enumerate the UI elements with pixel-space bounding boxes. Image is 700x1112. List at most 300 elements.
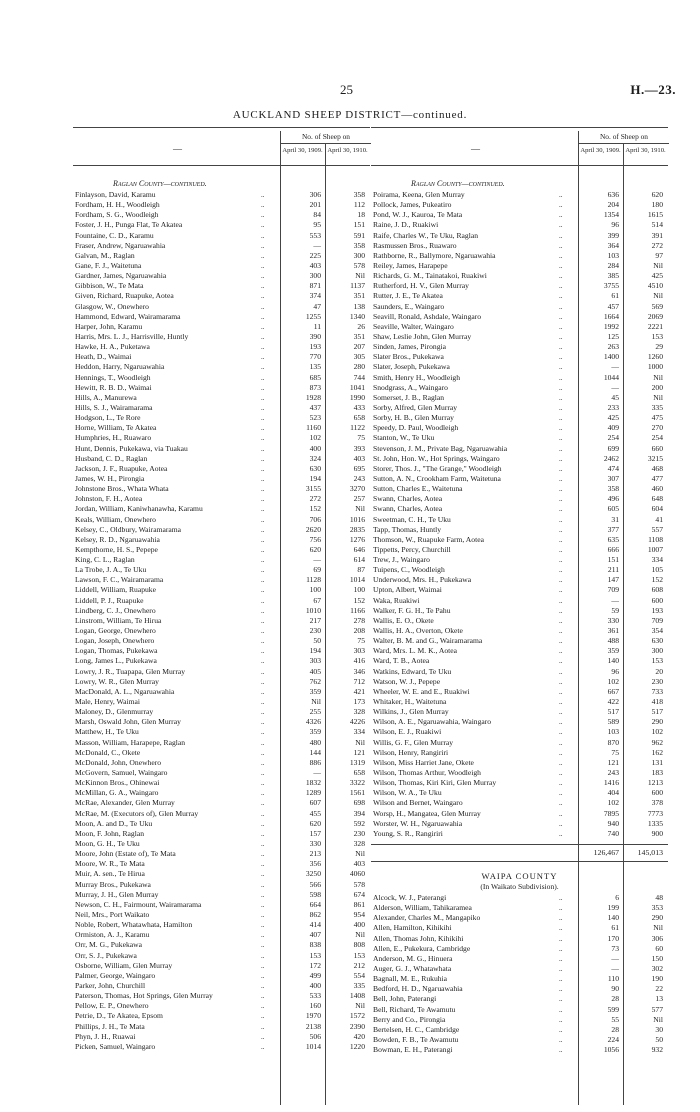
table-row <box>371 819 668 829</box>
owner-name: Auger, G. J., Whatawhata <box>373 963 452 973</box>
leader-dots: .. <box>559 985 563 994</box>
leader-dots: .. <box>559 272 563 281</box>
sheep-1910: 351 <box>353 291 365 301</box>
sheep-1909: 3250 <box>305 869 321 879</box>
leader-dots: .. <box>261 819 265 828</box>
owner-name: Foster, J. H., Punga Flat, Te Akatea <box>75 220 183 230</box>
sheep-1910: 425 <box>651 271 663 281</box>
owner-name: Moon, G. H., Te Uku <box>75 839 140 848</box>
table-row <box>371 667 668 677</box>
sheep-1909: 204 <box>607 200 619 210</box>
table-row <box>73 849 370 859</box>
sheep-1909: 488 <box>607 636 619 646</box>
owner-name: Noble, Robert, Whatawhata, Hamilton <box>75 920 193 930</box>
sheep-1909: 709 <box>607 585 619 595</box>
sheep-1909: 1416 <box>603 778 619 788</box>
table-row <box>73 869 370 879</box>
sheep-1909: 589 <box>607 717 619 727</box>
right-column-table <box>371 127 668 1055</box>
sheep-1909: 636 <box>607 190 619 199</box>
owner-name: Slater, Joseph, Pukekawa <box>373 362 450 372</box>
sheep-1909: 300 <box>309 271 321 281</box>
sheep-1910: 600 <box>651 595 663 605</box>
owner-name: Ward, Mrs. L. M. K., Aotea <box>373 646 457 656</box>
sheep-1909: 405 <box>309 666 321 676</box>
owner-name: Gane, F. J., Waitetuna <box>75 260 142 270</box>
leader-dots: .. <box>261 769 265 778</box>
leader-dots: .. <box>559 975 563 984</box>
sheep-1909: 31 <box>611 514 619 524</box>
owner-name: Orr, M. G., Pukekawa <box>75 940 142 950</box>
owner-name: Keals, William, Onewhero <box>75 514 156 524</box>
owner-name: Alcock, W. J., Paterangi <box>373 893 447 902</box>
leader-dots: .. <box>559 403 563 412</box>
sheep-1910: 698 <box>353 798 365 808</box>
table-row <box>371 261 668 271</box>
table-row <box>73 291 370 301</box>
table-row <box>371 697 668 707</box>
owner-name: Bowden, F. B., Te Awamutu <box>373 1034 459 1044</box>
sheep-1910: Nil <box>355 1001 365 1011</box>
owner-name: Richards, G. M., Tainatakoi, Ruakiwi <box>373 271 487 281</box>
leader-dots: .. <box>261 464 265 473</box>
sheep-1909: 28 <box>611 994 619 1004</box>
leader-dots: .. <box>559 809 563 818</box>
leader-dots: .. <box>261 809 265 818</box>
leader-dots: .. <box>261 444 265 453</box>
table-row <box>371 954 668 964</box>
leader-dots: .. <box>559 231 563 240</box>
sheep-1909: 102 <box>309 433 321 443</box>
sheep-1910: 190 <box>651 974 663 984</box>
leader-dots: .. <box>261 829 265 838</box>
sheep-1910: 660 <box>651 443 663 453</box>
owner-name: Watkins, Edward, Te Uku <box>373 666 452 676</box>
table-row <box>73 890 370 900</box>
leader-dots: .. <box>261 403 265 412</box>
table-row <box>371 332 668 342</box>
leader-dots: .. <box>559 995 563 1004</box>
sheep-1910: 153 <box>353 950 365 960</box>
owner-name: Young, S. R., Rangiriri <box>373 828 443 838</box>
table-row <box>371 413 668 423</box>
leader-dots: .. <box>261 474 265 483</box>
sheep-1910: 1335 <box>647 818 663 828</box>
sheep-1909: 272 <box>309 494 321 504</box>
owner-name: Bertelsen, H. C., Cambridge <box>373 1024 460 1034</box>
sheep-1910: 328 <box>353 707 365 717</box>
sheep-1910: 280 <box>353 362 365 372</box>
sheep-1910: 100 <box>353 585 365 595</box>
table-row <box>73 961 370 971</box>
sheep-1909: 1400 <box>603 352 619 362</box>
sheep-1909: 172 <box>309 960 321 970</box>
owner-name: Hodgson, L., Te Rore <box>75 413 141 423</box>
sheep-1909: 102 <box>607 676 619 686</box>
sheep-1910: 900 <box>651 828 663 838</box>
table-row <box>371 923 668 933</box>
leader-dots: .. <box>261 393 265 402</box>
sheep-1910: 709 <box>651 615 663 625</box>
owner-name: Pond, W. J., Kauroa, Te Mata <box>373 210 463 220</box>
sheep-1909: Nil <box>311 697 321 707</box>
owner-name: Hunt, Dennis, Pukekawa, via Tuakau <box>75 443 188 453</box>
table-row <box>73 281 370 291</box>
sheep-1910: 3215 <box>647 453 663 463</box>
owner-name: Hewitt, R. B. D., Waimai <box>75 382 152 392</box>
sheep-1909: — <box>313 768 321 778</box>
sheep-1909: 740 <box>607 828 619 838</box>
leader-dots: .. <box>261 718 265 727</box>
owner-name: Wilson, Thomas Arthur, Woodleigh <box>373 768 481 778</box>
owner-name: Sorby, H. B., Glen Murray <box>373 413 454 423</box>
sheep-1909: 1928 <box>305 392 321 402</box>
sheep-1909: 620 <box>309 818 321 828</box>
leader-dots: .. <box>559 576 563 585</box>
table-row <box>371 809 668 819</box>
leader-dots: .. <box>261 312 265 321</box>
leader-dots: .. <box>261 941 265 950</box>
sheep-1910: 1137 <box>350 281 365 291</box>
sheep-1910: 608 <box>651 585 663 595</box>
owner-name: Johnstone Bros., Whata Whata <box>75 484 169 494</box>
sheep-1909: 193 <box>309 342 321 352</box>
owner-name: Raife, Charles W., Te Uku, Raglan <box>373 230 478 240</box>
sheep-1909: 870 <box>607 737 619 747</box>
owner-name: Murray, J. H., Glen Murray <box>75 889 159 899</box>
leader-dots: .. <box>559 191 563 199</box>
sheep-1910: 1108 <box>648 534 663 544</box>
owner-name: Bell, John, Paterangi <box>373 994 437 1004</box>
table-row <box>371 984 668 994</box>
owner-name: Wheeler, W. E. and E., Ruakiwi <box>373 686 470 696</box>
owner-name: Wallis, E. O., Okete <box>373 615 434 625</box>
owner-name: Rutherford, H. V., Glen Murray <box>373 281 469 291</box>
owner-name: Seavill, Ronald, Ashdale, Waingaro <box>373 311 482 321</box>
sheep-1909: 598 <box>309 889 321 899</box>
sheep-1909: 3755 <box>603 281 619 291</box>
leader-dots: .. <box>261 414 265 423</box>
sheep-1910: 620 <box>651 190 663 199</box>
leader-dots: .. <box>261 302 265 311</box>
sheep-1909: 135 <box>309 362 321 372</box>
owner-name: Allen, Thomas John, Kihikihi <box>373 933 464 943</box>
sheep-1909: 414 <box>309 920 321 930</box>
owner-name: Moon, A. and D., Te Uku <box>75 818 153 828</box>
sheep-1910: 554 <box>353 970 365 980</box>
table-row <box>73 352 370 362</box>
leader-dots: .. <box>559 647 563 656</box>
owner-name: Wilson, Miss Harriet Jane, Okete <box>373 757 474 767</box>
leader-dots: .. <box>261 525 265 534</box>
sheep-1910: 150 <box>651 953 663 963</box>
table-row <box>371 383 668 393</box>
sheep-1910: 403 <box>353 453 365 463</box>
owner-name: Allen, E., Pukekura, Cambridge <box>373 943 471 953</box>
sheep-1910: 153 <box>651 656 663 666</box>
sheep-1909: 404 <box>607 788 619 798</box>
sheep-1910: 1014 <box>349 575 365 585</box>
owner-name: Male, Henry, Waimai <box>75 697 140 707</box>
sheep-1909: 170 <box>607 933 619 943</box>
sheep-1909: 121 <box>607 757 619 767</box>
table-row <box>371 433 668 443</box>
sheep-1910: 358 <box>353 190 365 199</box>
sheep-1909: 506 <box>309 1031 321 1041</box>
owner-name: Wilson, Thomas, Kiri Kiri, Glen Murray <box>373 778 497 788</box>
county-title: WAIPA COUNTY <box>481 871 558 881</box>
sheep-1909: 457 <box>607 301 619 311</box>
leader-dots: .. <box>559 1035 563 1044</box>
owner-name: Kelsey, C., Oldbury, Wairamarama <box>75 524 182 534</box>
sheep-1909: 201 <box>309 200 321 210</box>
sheep-1909: 147 <box>607 575 619 585</box>
table-row <box>73 190 370 200</box>
owner-name: Lindberg, C. J., Onewhero <box>75 605 156 615</box>
leader-dots: .. <box>261 687 265 696</box>
sheep-1910: 2390 <box>349 1021 365 1031</box>
table-row <box>371 241 668 251</box>
table-row <box>73 596 370 606</box>
owner-name: Allen, Hamilton, Kihikihi <box>373 923 452 933</box>
leader-dots: .. <box>559 718 563 727</box>
sheep-1910: 475 <box>651 413 663 423</box>
owner-name: Rutter, J. E., Te Akatea <box>373 291 443 301</box>
leader-dots: .. <box>261 191 265 199</box>
sheep-1910: 7773 <box>647 808 663 818</box>
leader-dots: .. <box>559 914 563 923</box>
leader-dots: .. <box>261 241 265 250</box>
leader-dots: .. <box>261 1042 265 1051</box>
leader-dots: .. <box>261 261 265 270</box>
table-row <box>73 717 370 727</box>
table-row <box>73 373 370 383</box>
owner-name: Osborne, William, Glen Murray <box>75 960 173 970</box>
table-row <box>371 727 668 737</box>
sheep-1909: 50 <box>313 636 321 646</box>
sheep-1909: 213 <box>309 849 321 859</box>
leader-dots: .. <box>261 251 265 260</box>
leader-dots: .. <box>261 748 265 757</box>
sheep-1909: 61 <box>611 291 619 301</box>
owner-name: Moore, John (Estate of), Te Mata <box>75 849 176 859</box>
leader-dots: .. <box>261 576 265 585</box>
header-no-of-sheep: No. of Sheep on <box>578 131 669 144</box>
sheep-1910: 2835 <box>349 524 365 534</box>
sheep-1910: 861 <box>353 899 365 909</box>
leader-dots: .. <box>559 292 563 301</box>
table-row <box>73 646 370 656</box>
owner-name: Wallis, H. A., Overton, Okete <box>373 626 463 636</box>
sheep-1909: 873 <box>309 382 321 392</box>
table-row <box>371 748 668 758</box>
table-row <box>73 940 370 950</box>
owner-name: Watson, W. J., Pepepe <box>373 676 441 686</box>
owner-name: Phillips, J. H., Te Mata <box>75 1021 145 1031</box>
header-year-1910: April 30, 1910. <box>325 144 369 165</box>
sheep-1909: 1044 <box>603 372 619 382</box>
owner-name: Petrie, D., Te Akatea, Epsom <box>75 1011 163 1021</box>
leader-dots: .. <box>261 799 265 808</box>
table-row <box>371 444 668 454</box>
sheep-1909: 3155 <box>305 484 321 494</box>
table-row <box>73 687 370 697</box>
leader-dots: .. <box>559 556 563 565</box>
sheep-1910: 646 <box>353 544 365 554</box>
leader-dots: .. <box>559 606 563 615</box>
sheep-1909: 125 <box>607 331 619 341</box>
sheep-1909: 2462 <box>603 453 619 463</box>
sheep-1909: 1014 <box>305 1041 321 1051</box>
owner-name: Masson, William, Harapepe, Raglan <box>75 737 186 747</box>
table-row <box>73 981 370 991</box>
table-row <box>73 504 370 514</box>
leader-dots: .. <box>261 880 265 889</box>
sheep-1910: 97 <box>655 250 663 260</box>
table-row <box>73 656 370 666</box>
sheep-1909: 330 <box>607 615 619 625</box>
table-row <box>371 352 668 362</box>
sheep-1910: 138 <box>353 301 365 311</box>
leader-dots: .. <box>559 687 563 696</box>
table-row <box>73 413 370 423</box>
table-row <box>73 880 370 890</box>
header-dash: — <box>173 144 182 154</box>
sheep-1910: 207 <box>353 342 365 352</box>
owner-name: Trew, J., Waingaro <box>373 555 430 565</box>
sheep-1909: 7895 <box>603 808 619 818</box>
sheep-1910: 433 <box>353 402 365 412</box>
table-row <box>73 667 370 677</box>
owner-name: Wilson, E. J., Ruakiwi <box>373 727 442 737</box>
table-row <box>73 829 370 839</box>
header-year-1910: April 30, 1910. <box>623 144 667 165</box>
table-row <box>73 271 370 281</box>
table-row <box>371 994 668 1004</box>
table-row <box>73 484 370 494</box>
leader-dots: .. <box>559 393 563 402</box>
sheep-1910: 230 <box>651 676 663 686</box>
sheep-1910: 1276 <box>349 534 365 544</box>
table-row <box>73 758 370 768</box>
leader-dots: .. <box>261 637 265 646</box>
owner-name: Anderson, M. G., Hinuera <box>373 953 453 963</box>
owner-name: Rathborne, R., Ballymore, Ngaruawahia <box>373 250 496 260</box>
table-row <box>371 494 668 504</box>
sheep-1909: 400 <box>309 443 321 453</box>
owner-name: Gibbison, W., Te Mata <box>75 281 144 291</box>
sheep-1910: 416 <box>353 656 365 666</box>
table-row <box>73 1022 370 1032</box>
owner-name: Somerset, J. B., Raglan <box>373 392 445 402</box>
table-row <box>371 565 668 575</box>
owner-name: McDonald, John, Onewhero <box>75 757 162 767</box>
sheep-1910: 270 <box>651 423 663 433</box>
owner-name: Neil, Mrs., Port Waikato <box>75 909 150 919</box>
sheep-1910: 932 <box>651 1045 663 1055</box>
owner-name: Walker, F. G. H., Te Pahu <box>373 605 451 615</box>
sheep-1909: 194 <box>309 646 321 656</box>
owner-name: Wilson, Henry, Rangiriri <box>373 747 449 757</box>
sheep-1910: 351 <box>353 331 365 341</box>
sheep-1910: 557 <box>651 524 663 534</box>
owner-name: Fordham, S. G., Woodleigh <box>75 210 159 220</box>
table-row <box>371 322 668 332</box>
owner-name: Seaville, Walter, Waingaro <box>373 321 454 331</box>
sheep-1910: 30 <box>655 1024 663 1034</box>
sheep-1909: 151 <box>607 555 619 565</box>
sheep-1910: 514 <box>651 220 663 230</box>
sheep-1910: 1260 <box>647 352 663 362</box>
sheep-1910: 477 <box>651 473 663 483</box>
sheep-1909: 566 <box>309 879 321 889</box>
sheep-1910: 1041 <box>349 382 365 392</box>
sheep-1909: 455 <box>309 808 321 818</box>
sheep-1909: 356 <box>309 859 321 869</box>
sheep-1910: 1990 <box>349 392 365 402</box>
owner-name: Moon, F. John, Raglan <box>75 828 145 838</box>
table-row <box>73 210 370 220</box>
sheep-1910: 808 <box>353 940 365 950</box>
table-row <box>371 934 668 944</box>
table-row <box>371 707 668 717</box>
owner-name: Logan, Joseph, Onewhero <box>75 636 155 646</box>
leader-dots: .. <box>261 383 265 392</box>
leader-dots: .. <box>559 261 563 270</box>
table-row <box>73 951 370 961</box>
leader-dots: .. <box>261 1032 265 1041</box>
sheep-1910: 13 <box>655 994 663 1004</box>
sheep-1909: 620 <box>309 544 321 554</box>
sheep-1910: 173 <box>353 697 365 707</box>
sheep-1909: 599 <box>607 1004 619 1014</box>
owner-name: Given, Richard, Ruapuke, Aotea <box>75 291 174 301</box>
sheep-1909: 67 <box>313 595 321 605</box>
page-title: AUCKLAND SHEEP DISTRICT—continued. <box>232 109 468 121</box>
sheep-1910: 378 <box>651 798 663 808</box>
sheep-1910: 193 <box>651 605 663 615</box>
sheep-1910: 303 <box>353 646 365 656</box>
leader-dots: .. <box>261 515 265 524</box>
sheep-1910: 658 <box>353 768 365 778</box>
sheep-1909: 6 <box>615 893 619 902</box>
sheep-1909: — <box>611 382 619 392</box>
table-row <box>371 1025 668 1035</box>
sheep-1909: 69 <box>313 565 321 575</box>
owner-name: Ormiston, A. J., Karamu <box>75 930 150 940</box>
sheep-1910: Nil <box>653 392 663 402</box>
sheep-1909: 45 <box>611 392 619 402</box>
table-row <box>371 1015 668 1025</box>
table-row <box>371 778 668 788</box>
sheep-1909: 157 <box>309 828 321 838</box>
sheep-1910: 305 <box>353 352 365 362</box>
owner-name: Palmer, George, Waingaro <box>75 970 156 980</box>
sheep-1909: 1056 <box>603 1045 619 1055</box>
table-row <box>371 893 668 903</box>
table-row <box>371 403 668 413</box>
sheep-1910: 744 <box>353 372 365 382</box>
sheep-1909: 194 <box>309 473 321 483</box>
page-number: 25 <box>340 82 353 97</box>
table-row <box>73 768 370 778</box>
sheep-1909: 685 <box>309 372 321 382</box>
leader-dots: .. <box>559 934 563 943</box>
owner-name: Swann, Charles, Aotea <box>373 504 443 514</box>
sheep-1910: 60 <box>655 943 663 953</box>
sheep-1909: 474 <box>607 463 619 473</box>
leader-dots: .. <box>261 840 265 848</box>
